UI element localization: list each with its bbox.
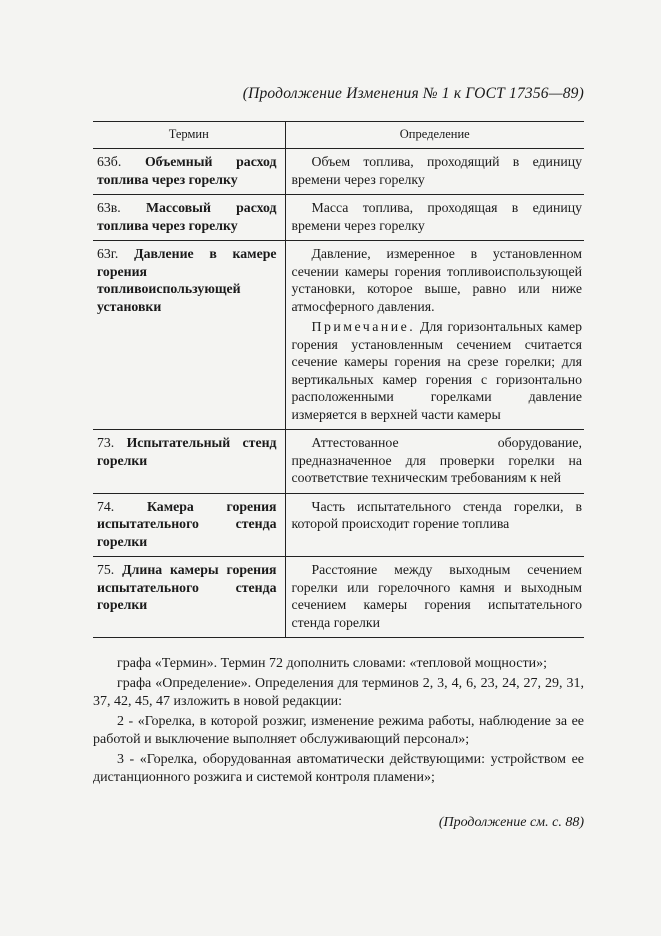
definition-text: Масса топлива, проходящая в единицу времени через горелку xyxy=(291,200,582,233)
term-number: 63г. xyxy=(97,246,119,261)
table-row xyxy=(93,195,584,241)
table-row xyxy=(93,241,584,430)
definition-text: Давление, измеренное в установленном сечении камеры горения топливоиспользующей установки, которое выше, равно или ниже атмосферного давления. xyxy=(291,246,582,314)
definition-cell xyxy=(285,557,584,638)
term-number: 63б. xyxy=(97,154,122,169)
table-row xyxy=(93,149,584,195)
term-cell xyxy=(93,493,285,557)
term-cell xyxy=(93,241,285,430)
term-cell xyxy=(93,149,285,195)
definition-cell xyxy=(285,241,584,430)
terms-table xyxy=(93,121,584,638)
paragraph: графа «Термин». Термин 72 дополнить словами: «тепловой мощности»; xyxy=(117,656,547,671)
paragraph: графа «Определение». Определения для терминов 2, 3, 4, 6, 23, 24, 27, 29, 31, 37, 42, 45, 47 изложить в новой редакции: xyxy=(93,675,584,709)
note-text: Для горизонтальных камер горения установленным сечением считается сечение камеры горения на срезе горелки; для вертикальных камер горения с горизонтально расположенными горелками давление измеряется в верхней части камеры xyxy=(291,319,582,422)
definition-cell xyxy=(285,493,584,557)
paragraph: 2 - «Горелка, в которой розжиг, изменение режима работы, наблюдение за ее работой и выключение выполняет обслуживающий персонал»; xyxy=(93,713,584,747)
term-name: Объемный расход топлива через горелку xyxy=(97,154,277,187)
definition-text: Часть испытательного стенда горелки, в которой происходит горение топлива xyxy=(291,498,582,531)
definition-note xyxy=(292,318,583,423)
term-number: 73. xyxy=(97,435,115,450)
term-number: 74. xyxy=(97,498,115,514)
note-label: Примечание. xyxy=(311,319,416,334)
column-header-term: Термин xyxy=(93,122,285,149)
body-text xyxy=(93,655,584,789)
term-cell xyxy=(93,195,285,241)
table-row xyxy=(93,430,584,494)
term-cell xyxy=(93,430,285,494)
column-header-definition: Определение xyxy=(285,122,584,149)
definition-text: Объем топлива, проходящий в единицу времени через горелку xyxy=(291,154,582,187)
term-name: Массовый расход топлива через горелку xyxy=(97,200,277,233)
table-header-row xyxy=(93,122,584,149)
definition-text: Расстояние между выходным сечением горелки или горелочного камня и выходным сечением камеры горения испытательного стенда горелки xyxy=(291,562,582,630)
page-footer: (Продолжение см. с. 88) xyxy=(438,815,584,830)
term-cell xyxy=(93,557,285,638)
term-name: Камера горения испытательного стенда горелки xyxy=(97,498,277,549)
term-name: Испытательный стенд горелки xyxy=(97,435,277,468)
definition-cell xyxy=(285,149,584,195)
term-number: 63в. xyxy=(97,200,121,215)
page-header: (Продолжение Изменения № 1 к ГОСТ 17356—89) xyxy=(242,85,584,102)
term-number: 75. xyxy=(97,562,115,577)
table-row xyxy=(93,493,584,557)
term-name: Давление в камере горения топливоиспользующей установки xyxy=(97,246,277,314)
table-row xyxy=(93,557,584,638)
definition-cell xyxy=(285,195,584,241)
paragraph: 3 - «Горелка, оборудованная автоматически действующими: устройством ее дистанционного розжига и системой контроля пламени»; xyxy=(93,751,584,785)
definition-cell xyxy=(285,430,584,494)
term-name: Длина камеры горения испытательного стенда горелки xyxy=(97,562,277,612)
definition-text: Аттестованное оборудование, предназначенное для проверки горелки на соответствие техническим требованиям к ней xyxy=(291,435,582,485)
